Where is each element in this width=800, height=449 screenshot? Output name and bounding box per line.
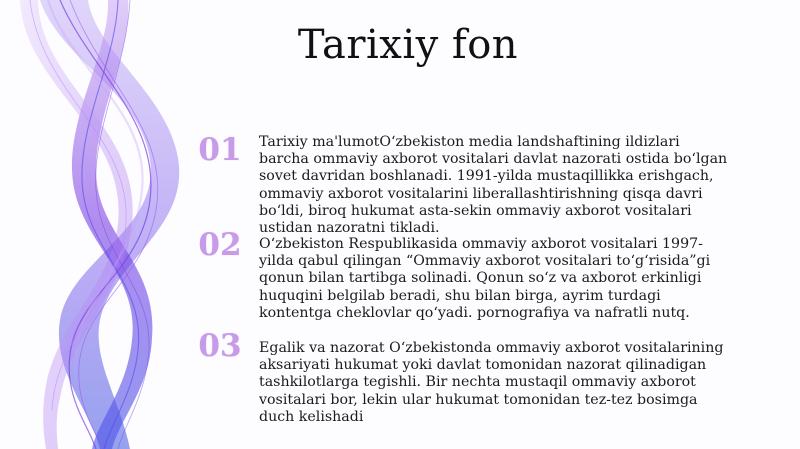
item-text: Egalik va nazorat O‘zbekistonda ommaviy axborot vositalarining aksariyati hukumat yoki davlat tomonidan nazorat qilinadigan tashkilotlarga tegishli. Bir nechta mustaqil ommaviy axborot vositalari bor, lekin ular hukumat tomonidan tez-tez bosimga duch kelishadi xyxy=(259,340,724,425)
item-text: O‘zbekiston Respublikasida ommaviy axborot vositalari 1997-yilda qabul qilingan “Ommaviy axborot vositalari to‘g‘risida”gi qonun bilan tartibga solinadi. Qonun so‘z va axborot erkinligi huquqini belgilab beradi, shu bilan birga, ayrim turdagi kontentga cheklovlar qo‘yadi. pornografiya va nafratli nutq. xyxy=(259,236,711,321)
item-number: 03 xyxy=(198,328,242,364)
purple-smoke-ribbon xyxy=(0,0,200,449)
item-number: 02 xyxy=(198,227,242,263)
item-text: Tarixiy ma'lumotO‘zbekiston media landshaftining ildizlari barcha ommaviy axborot vositalari davlat nazorati ostida bo‘lgan sovet davridan boshlanadi. 1991-yilda mustaqillikka erishgach, ommaviy axborot vositalarini liberallashtirishning qisqa davri bo‘ldi, biroq hukumat asta-sekin ommaviy axborot vositalari ustidan nazoratni tikladi. xyxy=(259,134,728,237)
slide-title: Tarixiy fon xyxy=(297,22,519,68)
item-number: 01 xyxy=(198,132,242,168)
